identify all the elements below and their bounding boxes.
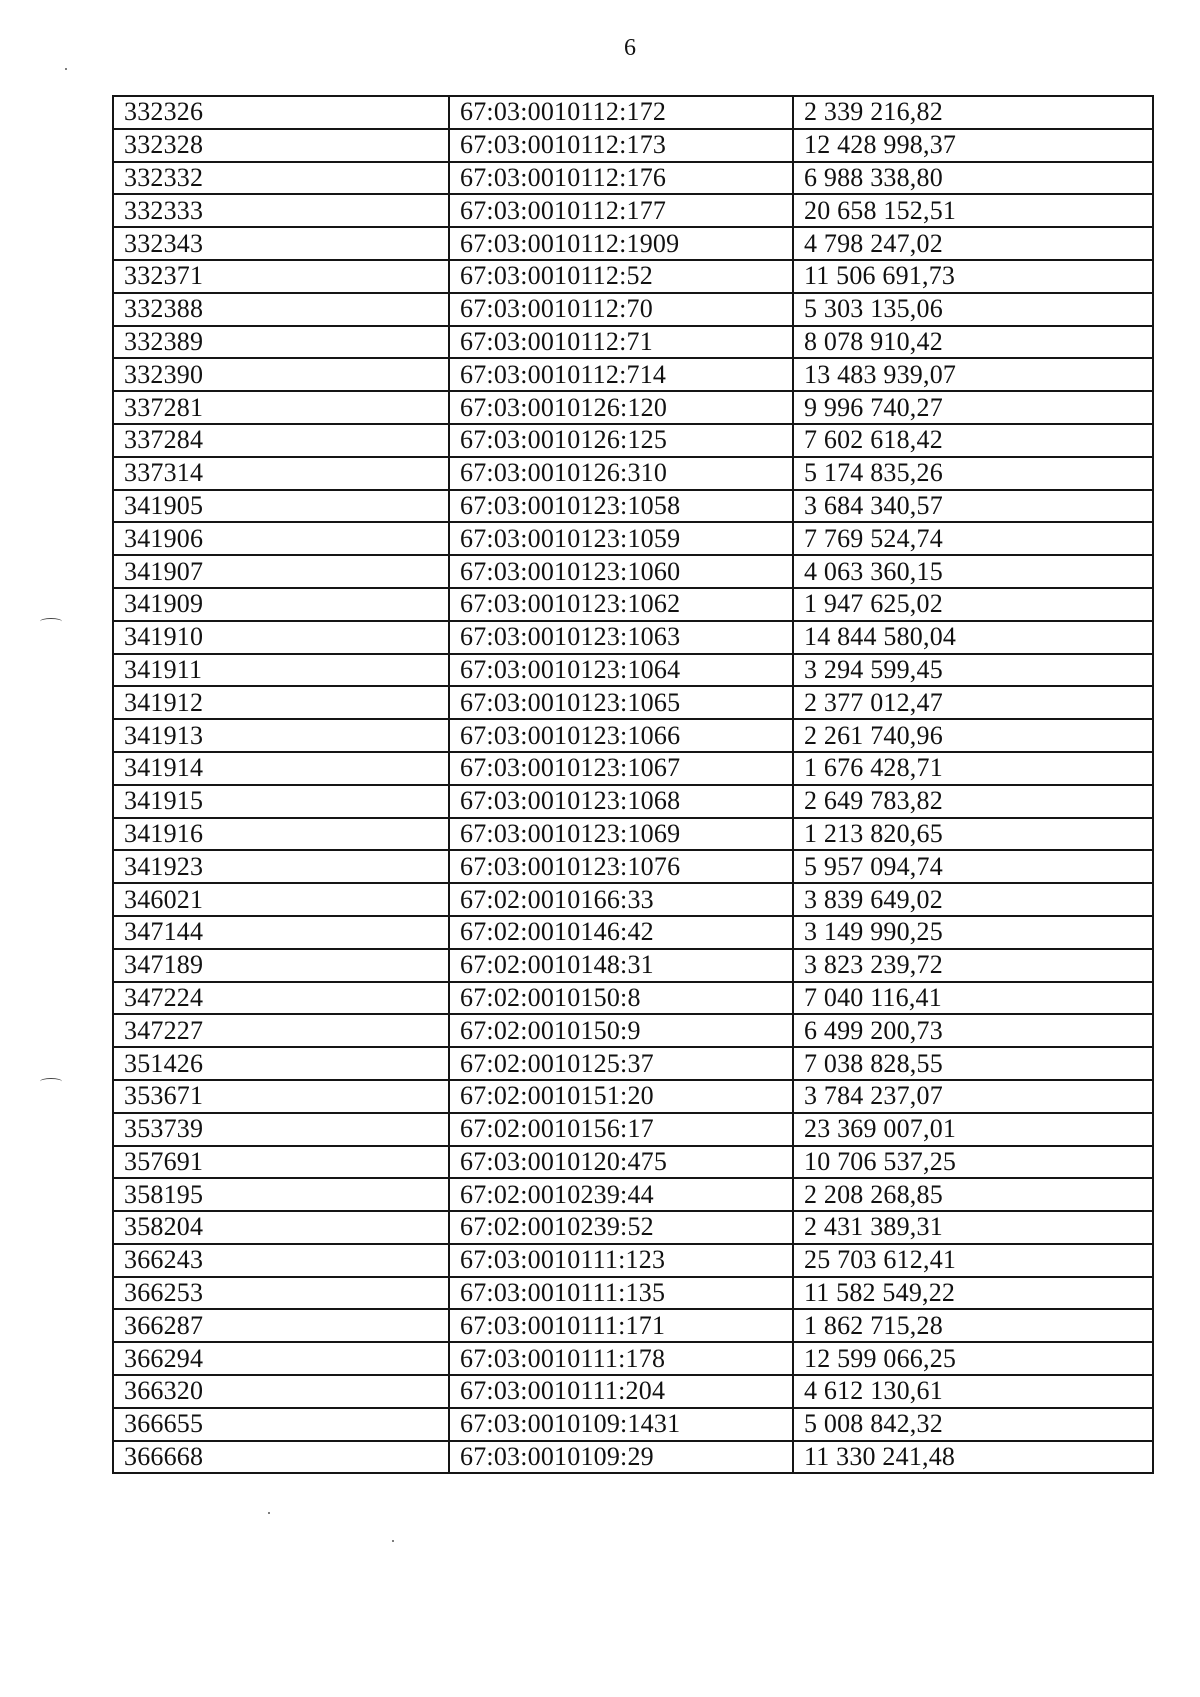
cadastral-number-cell: 67:03:0010111:123 xyxy=(449,1244,793,1277)
table-row xyxy=(113,1146,1153,1179)
table-row xyxy=(113,194,1153,227)
object-id-cell: 332326 xyxy=(113,96,449,129)
cadastral-number-cell: 67:03:0010111:178 xyxy=(449,1342,793,1375)
cadastral-number-cell: 67:02:0010239:52 xyxy=(449,1211,793,1244)
cadastral-value-cell: 1 947 625,02 xyxy=(793,588,1153,621)
margin-mark xyxy=(40,618,62,625)
cadastral-number-cell: 67:02:0010148:31 xyxy=(449,949,793,982)
cadastral-value-cell: 3 149 990,25 xyxy=(793,916,1153,949)
object-id-cell: 366655 xyxy=(113,1408,449,1441)
object-id-cell: 341909 xyxy=(113,588,449,621)
data-table-container xyxy=(112,95,1152,1474)
object-id-cell: 332390 xyxy=(113,358,449,391)
cadastral-value-cell: 1 862 715,28 xyxy=(793,1309,1153,1342)
cadastral-number-cell: 67:03:0010112:177 xyxy=(449,194,793,227)
object-id-cell: 341912 xyxy=(113,686,449,719)
table-row xyxy=(113,96,1153,129)
data-table xyxy=(112,95,1154,1474)
cadastral-number-cell: 67:03:0010126:120 xyxy=(449,391,793,424)
cadastral-number-cell: 67:03:0010112:176 xyxy=(449,162,793,195)
table-row xyxy=(113,490,1153,523)
table-row xyxy=(113,1441,1153,1474)
cadastral-value-cell: 3 839 649,02 xyxy=(793,883,1153,916)
object-id-cell: 341913 xyxy=(113,719,449,752)
object-id-cell: 347189 xyxy=(113,949,449,982)
cadastral-value-cell: 2 377 012,47 xyxy=(793,686,1153,719)
cadastral-number-cell: 67:03:0010123:1060 xyxy=(449,555,793,588)
table-row xyxy=(113,1375,1153,1408)
object-id-cell: 332389 xyxy=(113,326,449,359)
object-id-cell: 332332 xyxy=(113,162,449,195)
table-row xyxy=(113,1309,1153,1342)
cadastral-number-cell: 67:03:0010123:1066 xyxy=(449,719,793,752)
object-id-cell: 332371 xyxy=(113,260,449,293)
cadastral-number-cell: 67:03:0010112:52 xyxy=(449,260,793,293)
scan-speck xyxy=(392,1540,394,1542)
cadastral-value-cell: 7 040 116,41 xyxy=(793,982,1153,1015)
cadastral-number-cell: 67:03:0010123:1076 xyxy=(449,850,793,883)
table-row xyxy=(113,358,1153,391)
object-id-cell: 332333 xyxy=(113,194,449,227)
cadastral-number-cell: 67:03:0010112:1909 xyxy=(449,227,793,260)
table-row xyxy=(113,424,1153,457)
object-id-cell: 341915 xyxy=(113,785,449,818)
object-id-cell: 366287 xyxy=(113,1309,449,1342)
object-id-cell: 341906 xyxy=(113,522,449,555)
cadastral-number-cell: 67:03:0010112:70 xyxy=(449,293,793,326)
cadastral-number-cell: 67:03:0010123:1068 xyxy=(449,785,793,818)
table-row xyxy=(113,785,1153,818)
object-id-cell: 366668 xyxy=(113,1441,449,1474)
cadastral-number-cell: 67:02:0010151:20 xyxy=(449,1080,793,1113)
object-id-cell: 353739 xyxy=(113,1113,449,1146)
cadastral-value-cell: 7 038 828,55 xyxy=(793,1047,1153,1080)
table-row xyxy=(113,1408,1153,1441)
object-id-cell: 332328 xyxy=(113,129,449,162)
table-row xyxy=(113,949,1153,982)
table-row xyxy=(113,522,1153,555)
object-id-cell: 366294 xyxy=(113,1342,449,1375)
object-id-cell: 347227 xyxy=(113,1014,449,1047)
table-row xyxy=(113,752,1153,785)
cadastral-number-cell: 67:02:0010239:44 xyxy=(449,1178,793,1211)
table-row xyxy=(113,654,1153,687)
table-row xyxy=(113,1080,1153,1113)
cadastral-value-cell: 9 996 740,27 xyxy=(793,391,1153,424)
object-id-cell: 366320 xyxy=(113,1375,449,1408)
scan-speck xyxy=(65,68,67,70)
cadastral-value-cell: 2 339 216,82 xyxy=(793,96,1153,129)
object-id-cell: 347224 xyxy=(113,982,449,1015)
table-row xyxy=(113,1047,1153,1080)
table-row xyxy=(113,227,1153,260)
cadastral-value-cell: 5 008 842,32 xyxy=(793,1408,1153,1441)
object-id-cell: 346021 xyxy=(113,883,449,916)
table-row xyxy=(113,129,1153,162)
cadastral-number-cell: 67:02:0010166:33 xyxy=(449,883,793,916)
object-id-cell: 357691 xyxy=(113,1146,449,1179)
table-row xyxy=(113,621,1153,654)
cadastral-value-cell: 3 784 237,07 xyxy=(793,1080,1153,1113)
object-id-cell: 341907 xyxy=(113,555,449,588)
cadastral-value-cell: 2 431 389,31 xyxy=(793,1211,1153,1244)
cadastral-value-cell: 13 483 939,07 xyxy=(793,358,1153,391)
cadastral-value-cell: 4 798 247,02 xyxy=(793,227,1153,260)
cadastral-number-cell: 67:02:0010156:17 xyxy=(449,1113,793,1146)
cadastral-number-cell: 67:03:0010112:71 xyxy=(449,326,793,359)
table-row xyxy=(113,883,1153,916)
cadastral-number-cell: 67:03:0010111:135 xyxy=(449,1277,793,1310)
cadastral-number-cell: 67:03:0010126:310 xyxy=(449,457,793,490)
cadastral-value-cell: 2 649 783,82 xyxy=(793,785,1153,818)
table-row xyxy=(113,982,1153,1015)
object-id-cell: 366243 xyxy=(113,1244,449,1277)
cadastral-value-cell: 25 703 612,41 xyxy=(793,1244,1153,1277)
cadastral-value-cell: 10 706 537,25 xyxy=(793,1146,1153,1179)
cadastral-value-cell: 5 303 135,06 xyxy=(793,293,1153,326)
cadastral-value-cell: 5 957 094,74 xyxy=(793,850,1153,883)
cadastral-value-cell: 12 599 066,25 xyxy=(793,1342,1153,1375)
cadastral-number-cell: 67:03:0010123:1069 xyxy=(449,818,793,851)
cadastral-value-cell: 5 174 835,26 xyxy=(793,457,1153,490)
object-id-cell: 341916 xyxy=(113,818,449,851)
cadastral-number-cell: 67:02:0010125:37 xyxy=(449,1047,793,1080)
cadastral-value-cell: 3 684 340,57 xyxy=(793,490,1153,523)
cadastral-number-cell: 67:03:0010109:1431 xyxy=(449,1408,793,1441)
object-id-cell: 337314 xyxy=(113,457,449,490)
cadastral-number-cell: 67:03:0010123:1064 xyxy=(449,654,793,687)
cadastral-value-cell: 8 078 910,42 xyxy=(793,326,1153,359)
object-id-cell: 358204 xyxy=(113,1211,449,1244)
table-row xyxy=(113,457,1153,490)
object-id-cell: 366253 xyxy=(113,1277,449,1310)
table-row xyxy=(113,326,1153,359)
cadastral-value-cell: 2 208 268,85 xyxy=(793,1178,1153,1211)
table-row xyxy=(113,1277,1153,1310)
table-row xyxy=(113,1211,1153,1244)
object-id-cell: 341923 xyxy=(113,850,449,883)
cadastral-value-cell: 12 428 998,37 xyxy=(793,129,1153,162)
table-row xyxy=(113,916,1153,949)
cadastral-value-cell: 23 369 007,01 xyxy=(793,1113,1153,1146)
cadastral-value-cell: 2 261 740,96 xyxy=(793,719,1153,752)
cadastral-number-cell: 67:03:0010111:171 xyxy=(449,1309,793,1342)
table-row xyxy=(113,1113,1153,1146)
cadastral-number-cell: 67:03:0010112:173 xyxy=(449,129,793,162)
object-id-cell: 337284 xyxy=(113,424,449,457)
cadastral-value-cell: 14 844 580,04 xyxy=(793,621,1153,654)
object-id-cell: 332388 xyxy=(113,293,449,326)
table-body xyxy=(113,96,1153,1473)
cadastral-number-cell: 67:03:0010111:204 xyxy=(449,1375,793,1408)
cadastral-value-cell: 4 612 130,61 xyxy=(793,1375,1153,1408)
cadastral-number-cell: 67:02:0010146:42 xyxy=(449,916,793,949)
object-id-cell: 332343 xyxy=(113,227,449,260)
cadastral-value-cell: 3 823 239,72 xyxy=(793,949,1153,982)
cadastral-number-cell: 67:03:0010112:714 xyxy=(449,358,793,391)
cadastral-number-cell: 67:03:0010123:1058 xyxy=(449,490,793,523)
cadastral-value-cell: 3 294 599,45 xyxy=(793,654,1153,687)
table-row xyxy=(113,1178,1153,1211)
cadastral-number-cell: 67:03:0010123:1062 xyxy=(449,588,793,621)
object-id-cell: 358195 xyxy=(113,1178,449,1211)
cadastral-value-cell: 11 582 549,22 xyxy=(793,1277,1153,1310)
cadastral-value-cell: 11 330 241,48 xyxy=(793,1441,1153,1474)
table-row xyxy=(113,1244,1153,1277)
cadastral-value-cell: 6 499 200,73 xyxy=(793,1014,1153,1047)
table-row xyxy=(113,162,1153,195)
cadastral-number-cell: 67:03:0010112:172 xyxy=(449,96,793,129)
object-id-cell: 341905 xyxy=(113,490,449,523)
scan-speck xyxy=(268,1512,270,1514)
table-row xyxy=(113,686,1153,719)
table-row xyxy=(113,391,1153,424)
table-row xyxy=(113,1342,1153,1375)
table-row xyxy=(113,555,1153,588)
object-id-cell: 351426 xyxy=(113,1047,449,1080)
object-id-cell: 353671 xyxy=(113,1080,449,1113)
table-row xyxy=(113,850,1153,883)
cadastral-value-cell: 4 063 360,15 xyxy=(793,555,1153,588)
cadastral-value-cell: 11 506 691,73 xyxy=(793,260,1153,293)
cadastral-number-cell: 67:03:0010120:475 xyxy=(449,1146,793,1179)
object-id-cell: 347144 xyxy=(113,916,449,949)
cadastral-value-cell: 1 676 428,71 xyxy=(793,752,1153,785)
object-id-cell: 337281 xyxy=(113,391,449,424)
cadastral-value-cell: 6 988 338,80 xyxy=(793,162,1153,195)
table-row xyxy=(113,260,1153,293)
cadastral-number-cell: 67:03:0010123:1067 xyxy=(449,752,793,785)
cadastral-value-cell: 7 602 618,42 xyxy=(793,424,1153,457)
cadastral-number-cell: 67:02:0010150:9 xyxy=(449,1014,793,1047)
object-id-cell: 341911 xyxy=(113,654,449,687)
object-id-cell: 341910 xyxy=(113,621,449,654)
cadastral-number-cell: 67:03:0010123:1059 xyxy=(449,522,793,555)
margin-mark xyxy=(40,1078,62,1085)
object-id-cell: 341914 xyxy=(113,752,449,785)
cadastral-number-cell: 67:02:0010150:8 xyxy=(449,982,793,1015)
table-row xyxy=(113,719,1153,752)
table-row xyxy=(113,818,1153,851)
cadastral-value-cell: 1 213 820,65 xyxy=(793,818,1153,851)
table-row xyxy=(113,1014,1153,1047)
table-row xyxy=(113,588,1153,621)
cadastral-value-cell: 20 658 152,51 xyxy=(793,194,1153,227)
page-number: 6 xyxy=(624,35,636,61)
cadastral-number-cell: 67:03:0010126:125 xyxy=(449,424,793,457)
cadastral-value-cell: 7 769 524,74 xyxy=(793,522,1153,555)
table-row xyxy=(113,293,1153,326)
cadastral-number-cell: 67:03:0010123:1063 xyxy=(449,621,793,654)
cadastral-number-cell: 67:03:0010109:29 xyxy=(449,1441,793,1474)
cadastral-number-cell: 67:03:0010123:1065 xyxy=(449,686,793,719)
